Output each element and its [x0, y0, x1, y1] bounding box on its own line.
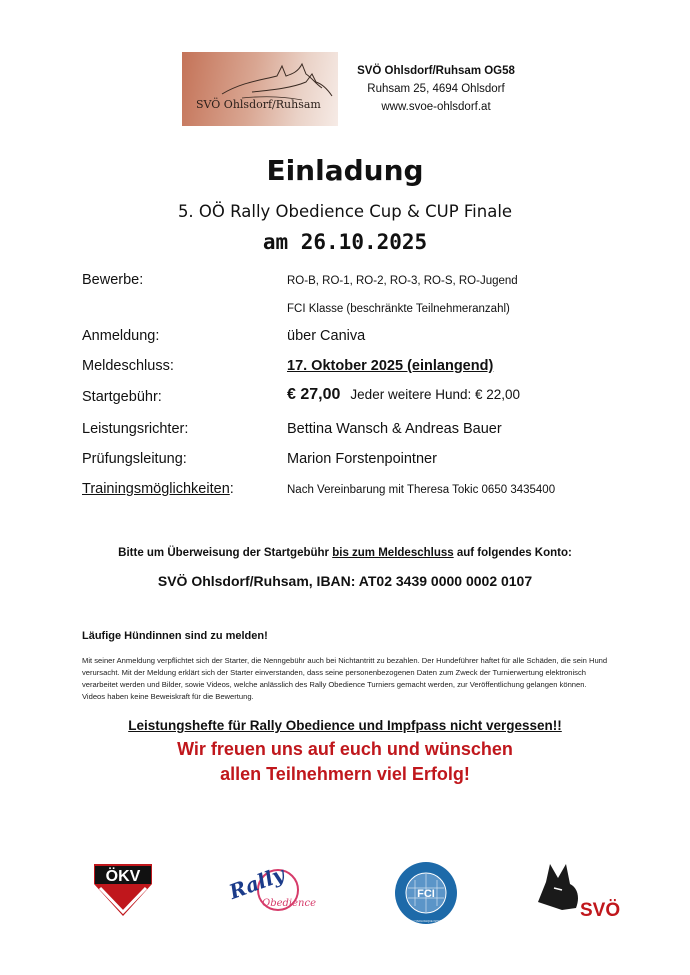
obedience-logo-text: Obedience — [262, 898, 316, 909]
fci-logo-text: FCI — [417, 888, 435, 900]
startgebuehr-extra: Jeder weitere Hund: € 22,00 — [350, 387, 521, 402]
startgebuehr-row — [287, 386, 520, 404]
club-name: SVÖ Ohlsdorf/Ruhsam OG58 — [357, 65, 515, 77]
dog-heads-logo-icon — [182, 52, 338, 126]
closing-line-2: allen Teilnehmern viel Erfolg! — [220, 764, 470, 784]
club-address: Ruhsam 25, 4694 Ohlsdorf — [367, 83, 505, 95]
rally-logo-text: Rally — [225, 861, 288, 904]
bewerbe-label: Bewerbe: — [82, 272, 144, 288]
training-colon: : — [229, 481, 234, 497]
training-value: Nach Vereinbarung mit Theresa Tokic 0650 3435400 — [287, 484, 556, 496]
reminder-line: Leistungshefte für Rally Obedience und Impfpass nicht vergessen!! — [128, 718, 562, 733]
rally-obedience-logo-icon — [225, 860, 316, 920]
pruefung-label: Prüfungsleitung: — [82, 451, 187, 467]
payment-pre: Bitte um Überweisung der Startgebühr — [118, 547, 333, 559]
club-address-block — [340, 62, 532, 116]
richter-label: Leistungsrichter: — [82, 421, 189, 437]
svoe-logo-icon — [532, 858, 621, 921]
meldeschluss-label: Meldeschluss: — [82, 358, 174, 374]
event-subtitle: 5. OÖ Rally Obedience Cup & CUP Finale — [177, 202, 513, 221]
payment-post: auf folgendes Konto: — [453, 547, 572, 559]
bewerbe-value-2: FCI Klasse (beschränkte Teilnehmeranzahl) — [287, 303, 510, 315]
oekv-logo-text: ÖKV — [105, 868, 141, 885]
payment-underlined: bis zum Meldeschluss — [332, 547, 454, 559]
training-label: Trainingsmöglichkeiten — [82, 481, 230, 497]
anmeldung-label: Anmeldung: — [82, 328, 160, 344]
closing-line-1: Wir freuen uns auf euch und wünschen — [177, 739, 513, 759]
fci-ring-text: FÉDÉRATION CYNOLOGIQUE INTERNATIONALE — [396, 920, 456, 923]
event-date: am 26.10.2025 — [262, 230, 428, 254]
meldeschluss-value: 17. Oktober 2025 (einlangend) — [287, 358, 494, 374]
svoe-logo-text: SVÖ — [580, 900, 621, 921]
club-logo — [182, 52, 338, 126]
fine-print: Mit seiner Anmeldung verpflichtet sich der Starter, die Nenngebühr auch bei Nichtantritt zu bezahlen. Der Hundeführer haftet für alle Schäden, die sein Hund verursacht. Mit der Meldung erklärt sich der Starter einverstanden, dass seine personenbezogenen Daten zum Zweck der Turnierwertung elektronisch verarbeitet werden und Bilder, sowie Videos, welche anlässlich des Rally Obedience Turniers gemacht werden, zur Veröffentlichung gelangen können. Videos haben keine Beweiskraft für die Bewertung. — [82, 656, 608, 701]
notice-heading: Läufige Hündinnen sind zu melden! — [82, 630, 268, 642]
startgebuehr-label: Startgebühr: — [82, 389, 162, 405]
richter-value: Bettina Wansch & Andreas Bauer — [287, 421, 502, 437]
payment-account: SVÖ Ohlsdorf/Ruhsam, IBAN: AT02 3439 0000 0002 0107 — [157, 573, 533, 589]
payment-line — [0, 547, 690, 559]
oekv-logo-icon — [92, 862, 154, 918]
anmeldung-value: über Caniva — [287, 328, 366, 344]
fci-logo-icon — [393, 860, 459, 926]
club-website: www.svoe-ohlsdorf.at — [381, 101, 491, 113]
training-label-row — [82, 481, 234, 497]
bewerbe-value: RO-B, RO-1, RO-2, RO-3, RO-S, RO-Jugend — [287, 275, 518, 287]
page-title: Einladung — [266, 154, 424, 187]
startgebuehr-value: € 27,00 — [287, 386, 341, 403]
logo-text: SVÖ Ohlsdorf/Ruhsam — [196, 98, 321, 111]
pruefung-value: Marion Forstenpointner — [287, 451, 437, 467]
